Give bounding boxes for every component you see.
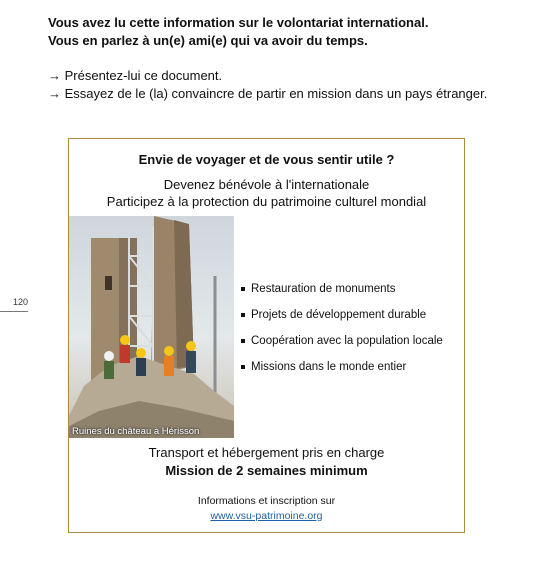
intro-line-2: Vous en parlez à un(e) ami(e) qui va avoir du temps.: [48, 32, 368, 48]
tower-window: [105, 276, 112, 290]
bullet-text: Missions dans le monde entier: [251, 361, 407, 373]
list-item: [241, 328, 443, 354]
instructions: [48, 14, 528, 102]
task-line-2: → Essayez de le (la) convaincre de partir en mission dans un pays étranger.: [48, 85, 488, 101]
spacer: [48, 49, 528, 67]
list-item: [241, 302, 443, 328]
bullet-text: Coopération avec la population locale: [251, 335, 443, 347]
bullet-list: [241, 276, 443, 380]
intro-line-1: Vous avez lu cette information sur le volontariat international.: [48, 15, 429, 30]
bullet-square-icon: [241, 287, 245, 291]
bullet-square-icon: [241, 313, 245, 317]
bullet-text: Projets de développement durable: [251, 309, 427, 321]
footer-duration: Mission de 2 semaines minimum: [165, 463, 368, 478]
castle-illustration: [69, 216, 234, 438]
bullet-text: Restauration de monuments: [251, 283, 396, 295]
castle-photo: [69, 216, 234, 438]
flyer-subtitle-2: Participez à la protection du patrimoine culturel mondial: [106, 194, 427, 209]
website-link[interactable]: www.vsu-patrimoine.org: [210, 510, 323, 522]
flyer-subtitle-1: Devenez bénévole à l'internationale: [163, 177, 370, 192]
page-number-rule: [0, 311, 28, 312]
list-item: [241, 276, 443, 302]
bullet-square-icon: [241, 339, 245, 343]
flyer-title: Envie de voyager et de vous sentir utile ?: [138, 152, 395, 167]
list-item: [241, 354, 443, 380]
flyer: [68, 138, 465, 533]
page-number: 120: [12, 297, 28, 307]
bullet-square-icon: [241, 365, 245, 369]
info-label: Informations et inscription sur: [197, 495, 336, 507]
task-line-1: → Présentez-lui ce document.: [48, 68, 223, 83]
footer-transport: Transport et hébergement pris en charge: [148, 445, 385, 460]
photo-caption: Ruines du château à Hérisson: [72, 426, 200, 437]
